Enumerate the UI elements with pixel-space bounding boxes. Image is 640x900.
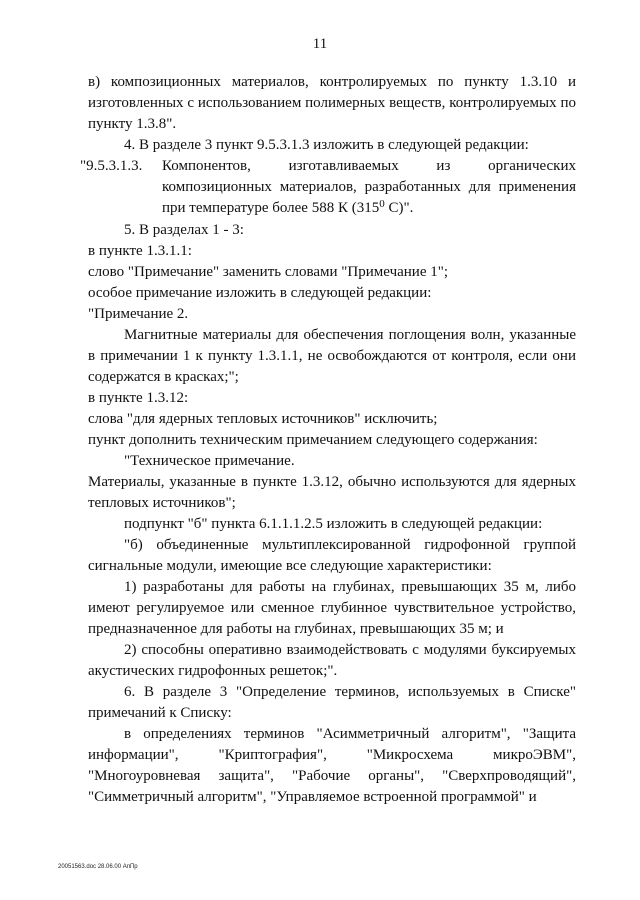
- page-number: 11: [312, 36, 328, 52]
- paragraph-6-a: в определениях терминов "Асимметричный алгоритм", "Защита информации", "Криптография", "Микросхема микроЭВМ", "Многоуровневая защита", "Рабочие органы", "Сверхпроводящий", "Симметричный алгоритм", "Управляемое встроенной программой" и: [88, 726, 576, 805]
- paragraph-5-n: 2) способны оперативно взаимодействовать с модулями буксируемых акустических гидрофонных решеток;".: [88, 642, 576, 679]
- paragraph-6: 6. В разделе 3 "Определение терминов, используемых в Списке" примечаний к Списку:: [88, 684, 576, 721]
- paragraph-5-f: в пункте 1.3.12:: [88, 390, 189, 406]
- document-footer-code: 20051563.doc 28.06.00 АпПр: [58, 864, 138, 870]
- clause-number: "9.5.3.1.3.: [80, 158, 143, 174]
- document-body: [80, 72, 576, 808]
- paragraph-5-k: подпункт "б" пункта 6.1.1.1.2.5 изложить в следующей редакции:: [124, 516, 543, 532]
- paragraph-5-j: Материалы, указанные в пункте 1.3.12, обычно используются для ядерных тепловых источников";: [88, 474, 576, 511]
- quoted-clause-9-5-3-1-3: [80, 156, 576, 220]
- paragraph-5-h: пункт дополнить техническим примечанием следующего содержания:: [88, 432, 538, 448]
- paragraph-5-i: "Техническое примечание.: [124, 453, 295, 469]
- paragraph-5-m: 1) разработаны для работы на глубинах, превышающих 35 м, либо имеют регулируемое или сменное глубинное чувствительное устройство, предназначенное для работы на глубинах, превышающих 35 м; и: [88, 579, 576, 637]
- paragraph-item-v: в) композиционных материалов, контролируемых по пункту 1.3.10 и изготовленных с использованием полимерных веществ, контролируемых по пункту 1.3.8".: [88, 74, 576, 132]
- clause-text: Компонентов, изготавливаемых из органических композиционных материалов, разработанных для применения при температуре более 588 К ($315^0$ С)".: [162, 158, 576, 216]
- paragraph-5-g: слова "для ядерных тепловых источников" исключить;: [88, 411, 438, 427]
- paragraph-5-d: "Примечание 2.: [88, 306, 189, 322]
- paragraph-5-e: Магнитные материалы для обеспечения поглощения волн, указанные в примечании 1 к пункту 1.3.1.1, не освобождаются от контроля, если они содержатся в красках;";: [88, 327, 576, 385]
- paragraph-5-b: слово "Примечание" заменить словами "Примечание 1";: [88, 264, 449, 280]
- paragraph-5-c: особое примечание изложить в следующей редакции:: [88, 285, 432, 301]
- paragraph-5-a: в пункте 1.3.1.1:: [88, 243, 192, 259]
- paragraph-5: 5. В разделах 1 - 3:: [124, 222, 244, 238]
- degree-superscript: 0: [379, 198, 385, 210]
- paragraph-4: 4. В разделе 3 пункт 9.5.3.1.3 изложить в следующей редакции:: [124, 137, 529, 153]
- paragraph-5-l: "б) объединенные мультиплексированной гидрофонной группой сигнальные модули, имеющие все следующие характеристики:: [88, 537, 576, 574]
